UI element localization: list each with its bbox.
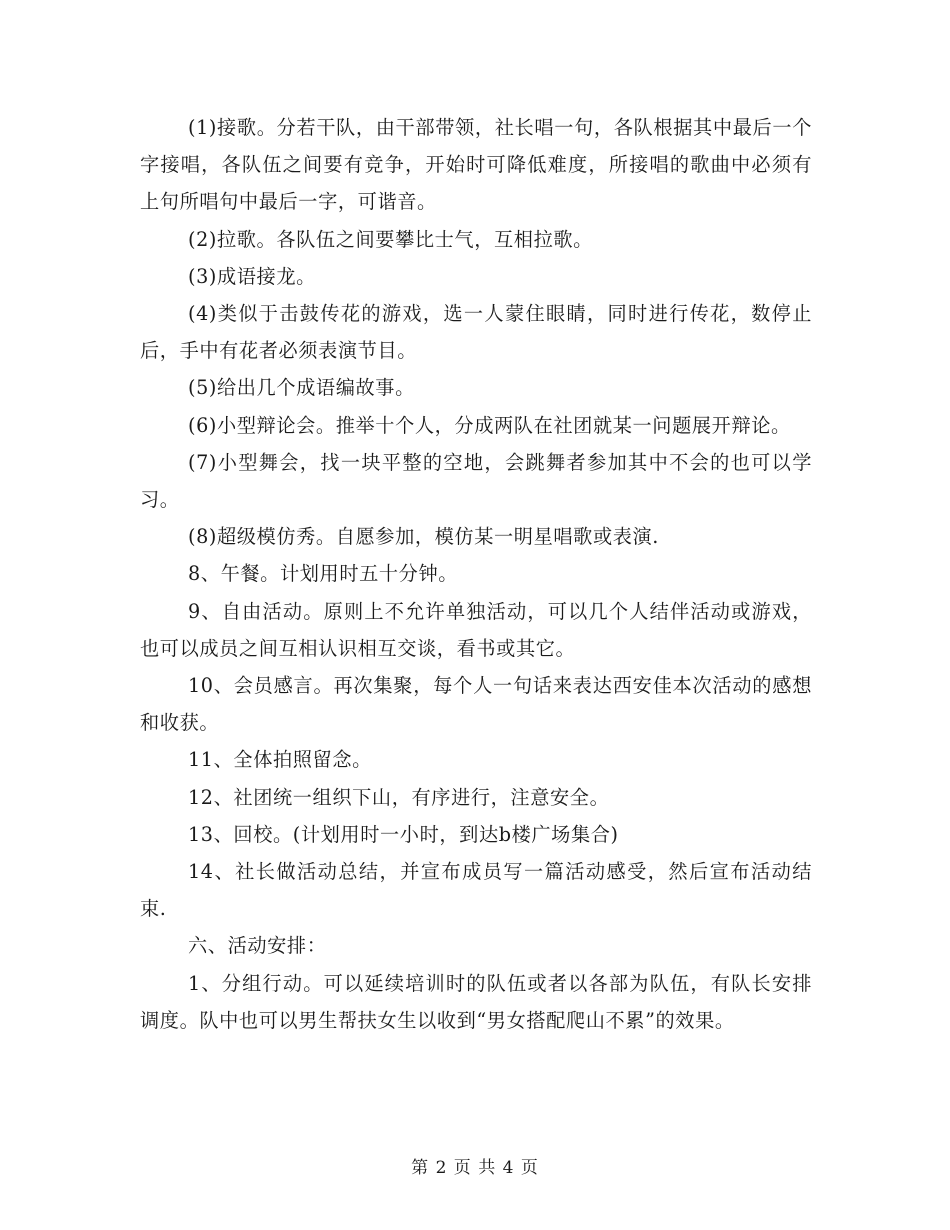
page-number: 第 2 页 共 4 页 xyxy=(411,1158,539,1178)
paragraph-12: 11、全体拍照留念。 xyxy=(188,748,372,772)
document-body xyxy=(140,109,812,1039)
paragraph-17: 1、分组行动。可以延续培训时的队伍或者以各部为队伍，有队长安排调度。队中也可以男生帮扶女生以收到“男女搭配爬山不累”的效果。 xyxy=(140,971,812,1032)
paragraph-3: (3)成语接龙。 xyxy=(188,264,316,288)
paragraph-6: (6)小型辩论会。推举十个人，分成两队在社团就某一问题展开辩论。 xyxy=(188,413,791,437)
paragraph-10: 9、自由活动。原则上不允许单独活动，可以几个人结伴活动或游戏，也可以成员之间互相认识相互交谈，看书或其它。 xyxy=(140,599,812,660)
paragraph-7: (7)小型舞会，找一块平整的空地，会跳舞者参加其中不会的也可以学习。 xyxy=(140,450,812,512)
paragraph-1: (1)接歌。分若干队，由干部带领，社长唱一句，各队根据其中最后一个字接唱，各队伍之间要有竞争，开始时可降低难度，所接唱的歌曲中必须有上句所唱句中最后一字，可谐音。 xyxy=(140,116,812,214)
paragraph-9: 8、午餐。计划用时五十分钟。 xyxy=(188,562,459,586)
paragraph-15: 14、社长做活动总结，并宣布成员写一篇活动感受，然后宣布活动结束. xyxy=(140,860,812,921)
section-heading: 六、活动安排： xyxy=(188,934,327,958)
paragraph-2: (2)拉歌。各队伍之间要攀比士气，互相拉歌。 xyxy=(188,227,593,251)
paragraph-4: (4)类似于击鼓传花的游戏，选一人蒙住眼睛，同时进行传花，数停止后，手中有花者必须表演节目。 xyxy=(140,302,812,363)
paragraph-11: 10、会员感言。再次集聚，每个人一句话来表达西安佳本次活动的感想和收获。 xyxy=(140,674,812,735)
paragraph-14: 13、回校。(计划用时一小时，到达b楼广场集合) xyxy=(188,822,619,846)
paragraph-8: (8)超级模仿秀。自愿参加，模仿某一明星唱歌或表演. xyxy=(188,525,660,549)
paragraph-5: (5)给出几个成语编故事。 xyxy=(188,376,415,400)
paragraph-13: 12、社团统一组织下山，有序进行，注意安全。 xyxy=(188,785,610,809)
